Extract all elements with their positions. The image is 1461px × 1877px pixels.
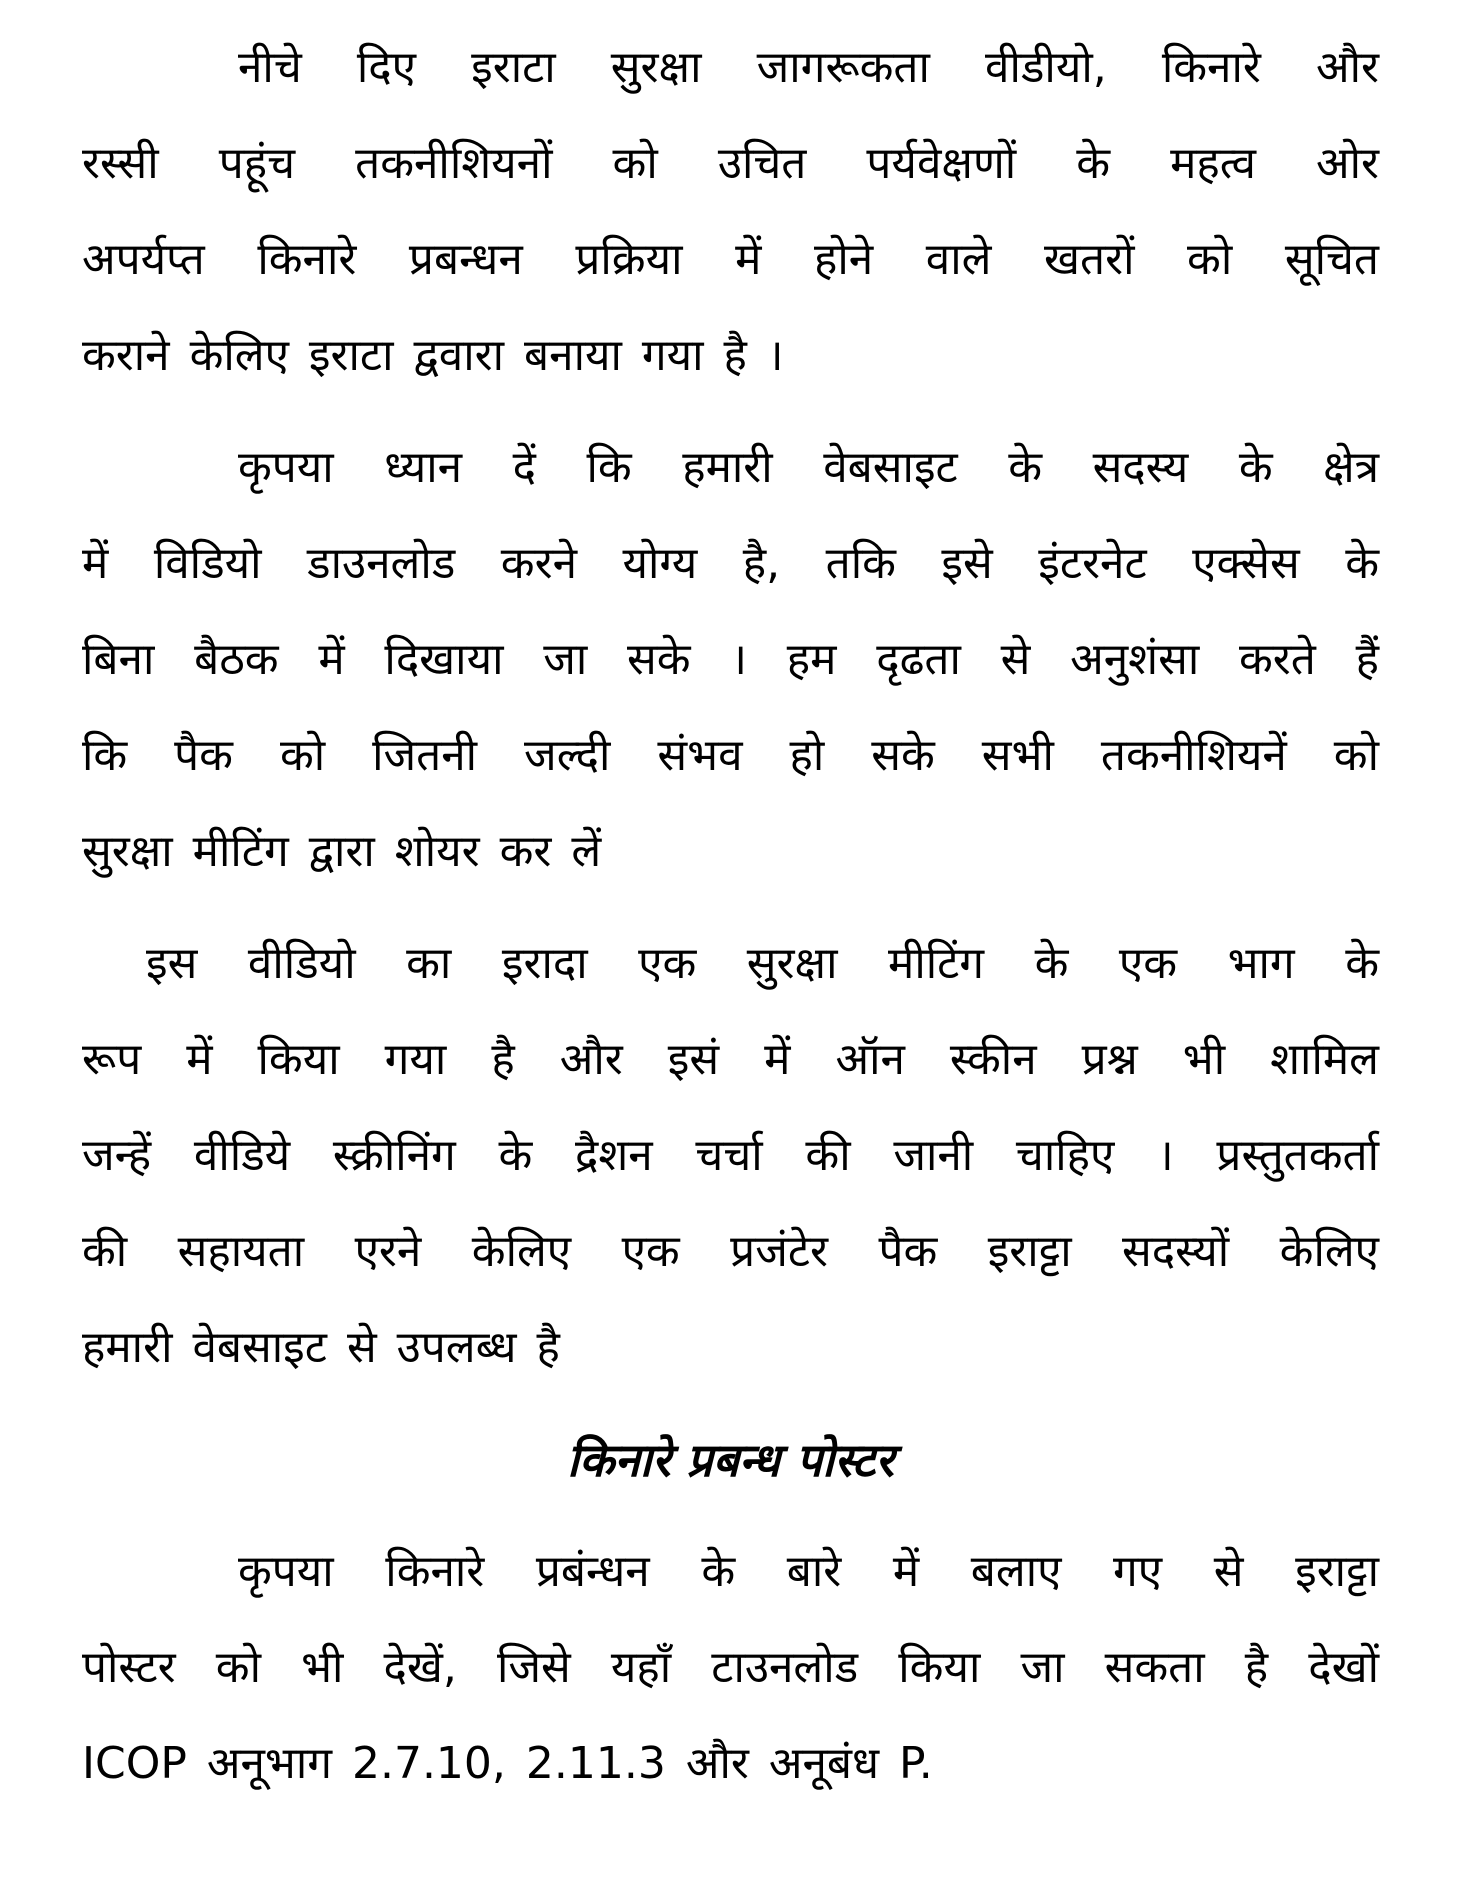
section-heading: किनारे प्रबन्ध पोस्टर [567, 1433, 894, 1487]
text-line: बिना बैठक में दिखाया जा सके । हम दृढता से अनुशंसा करते हैं [82, 634, 1379, 685]
text-line: सुरक्षा मीटिंग द्वारा शोयर कर लें [82, 826, 602, 877]
text-line: जन्हें वीडिये स्क्रीनिंग के द्रैशन चर्चा की जानी चाहिए । प्रस्तुतकर्ता [82, 1130, 1379, 1181]
paragraph [82, 20, 1379, 404]
text-line: कृपया किनारे प्रबंन्धन के बारे में बलाए गए से इराट्टा [238, 1546, 1379, 1597]
text-line: रूप में किया गया है और इसं में ऑन स्कीन प्रश्न भी शामिल [82, 1034, 1379, 1085]
text-line: अपर्यप्त किनारे प्रबन्धन प्रक्रिया में होने वाले खतरों को सूचित [82, 234, 1379, 285]
text-line: रस्सी पहूंच तकनीशियनों को उचित पर्यवेक्षणों के महत्व ओर [82, 138, 1379, 189]
paragraph [82, 1524, 1379, 1812]
text-line: ICOP अनूभाग 2.7.10, 2.11.3 और अनूबंध P. [82, 1738, 933, 1789]
text-line: इस वीडियो का इरादा एक सुरक्षा मीटिंग के एक भाग के [146, 938, 1379, 989]
text-line: हमारी वेबसाइट से उपलब्ध है [82, 1322, 560, 1373]
text-line: कि पैक को जितनी जल्दी संभव हो सके सभी तकनीशियनें को [82, 730, 1379, 781]
document-body [82, 20, 1379, 1812]
text-line: में विडियो डाउनलोड करने योग्य है, तकि इसे इंटरनेट एक्सेस के [82, 538, 1379, 589]
text-line: कराने केलिए इराटा द्ववारा बनाया गया है । [82, 330, 784, 381]
paragraph [82, 916, 1379, 1396]
text-line: पोस्टर को भी देखें, जिसे यहॉं टाउनलोड किया जा सकता है देखों [82, 1642, 1379, 1693]
paragraph [82, 420, 1379, 900]
text-line: की सहायता एरने केलिए एक प्रजंटेर पैक इराट्टा सदस्यों केलिए [82, 1226, 1379, 1277]
text-line: कृपया ध्यान दें कि हमारी वेबसाइट के सदस्य के क्षेत्र [238, 442, 1379, 493]
text-line: नीचे दिए इराटा सुरक्षा जागरूकता वीडीयो, किनारे और [238, 42, 1379, 93]
